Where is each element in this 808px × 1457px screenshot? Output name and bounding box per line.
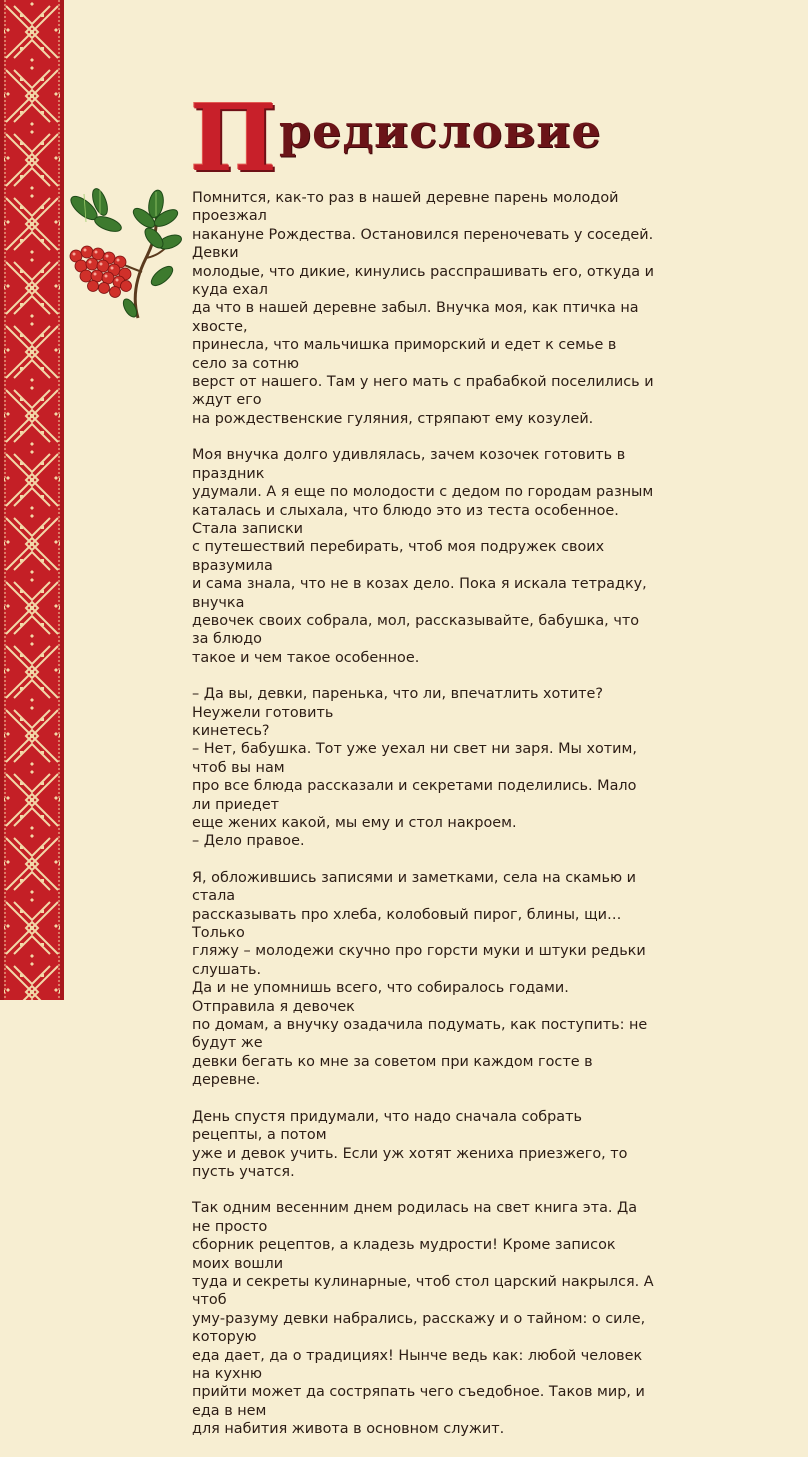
dialogue-line: – Нет, бабушка. Тот уже уехал ни свет ни заря. Мы хотим, чтоб вы нам про все блюда рассказали и секретами поделились. Мало ли приедет еще жених какой, мы ему и стол накроем. — [192, 741, 637, 831]
folk-ornament-border-icon — [0, 0, 64, 1000]
paragraph: Я, обложившись записями и заметками, села на скамью и стала рассказывать про хлеба, колобовый пирог, блины, щи… Только гляжу – молодежи скучно про горсти муки и штуки редьки слушать. Да и не упомнишь всего, что собиралось годами. Отправила я девочек по домам, а внучку озадачила подумать, как поступить: не будут же девки бегать ко мне за советом при каждом госте в деревне. — [192, 869, 648, 1089]
dialogue-line: – Да вы, девки, паренька, что ли, впечатлить хотите? Неужели готовить кинетесь? — [192, 686, 603, 739]
page-title — [190, 84, 602, 192]
rowan-branch-icon — [66, 188, 184, 324]
dialogue-line: – Дело правое. — [192, 833, 305, 850]
title-text: редисловие — [278, 104, 602, 158]
paragraph: День спустя придумали, что надо сначала собрать рецепты, а потом уже и девок учить. Если уж хотят жениха приезжего, то пусть учатся. — [192, 1108, 628, 1180]
paragraph: Помнится, как-то раз в нашей деревне парень молодой проезжал накануне Рождества. Остановился переночевать у соседей. Девки молодые, что дикие, кинулись расспрашивать его, откуда и куда ехал да что в нашей деревне забыл. Внучка моя, как птичка на хвосте, принесла, что мальчишка приморский и едет к семье в село за сотню верст от нашего. Там у него мать с прабабкой поселились и ждут его на рождественские гуляния, стряпают ему козулей. — [192, 190, 654, 427]
preface-body — [192, 189, 654, 1457]
title-drop-cap: П — [190, 84, 277, 192]
paragraph: Моя внучка долго удивлялась, зачем козочек готовить в праздник удумали. А я еще по молодости с дедом по городам разным каталась и слыхала, что блюдо это из теста особенное. Стала записки с путешествий перебирать, чтоб моя подружек своих вразумила и сама знала, что не в козах дело. Пока я искала тетрадку, внучка девочек своих собрала, мол, рассказывайте, бабушка, что за блюдо такое и чем такое особенное. — [192, 447, 654, 666]
dialogue-block — [192, 685, 654, 851]
paragraph: Так одним весенним днем родилась на свет книга эта. Да не просто сборник рецептов, а кладезь мудрости! Кроме записок моих вошли туда и секреты кулинарные, чтоб стол царский накрылся. А чтоб уму-разуму девки набрались, расскажу и о тайном: о силе, которую еда дает, да о традициях! Нынче ведь как: любой человек на кухню прийти может да состряпать чего съедобное. Таков мир, и еда в нем для набития живота в основном служит. — [192, 1200, 654, 1438]
